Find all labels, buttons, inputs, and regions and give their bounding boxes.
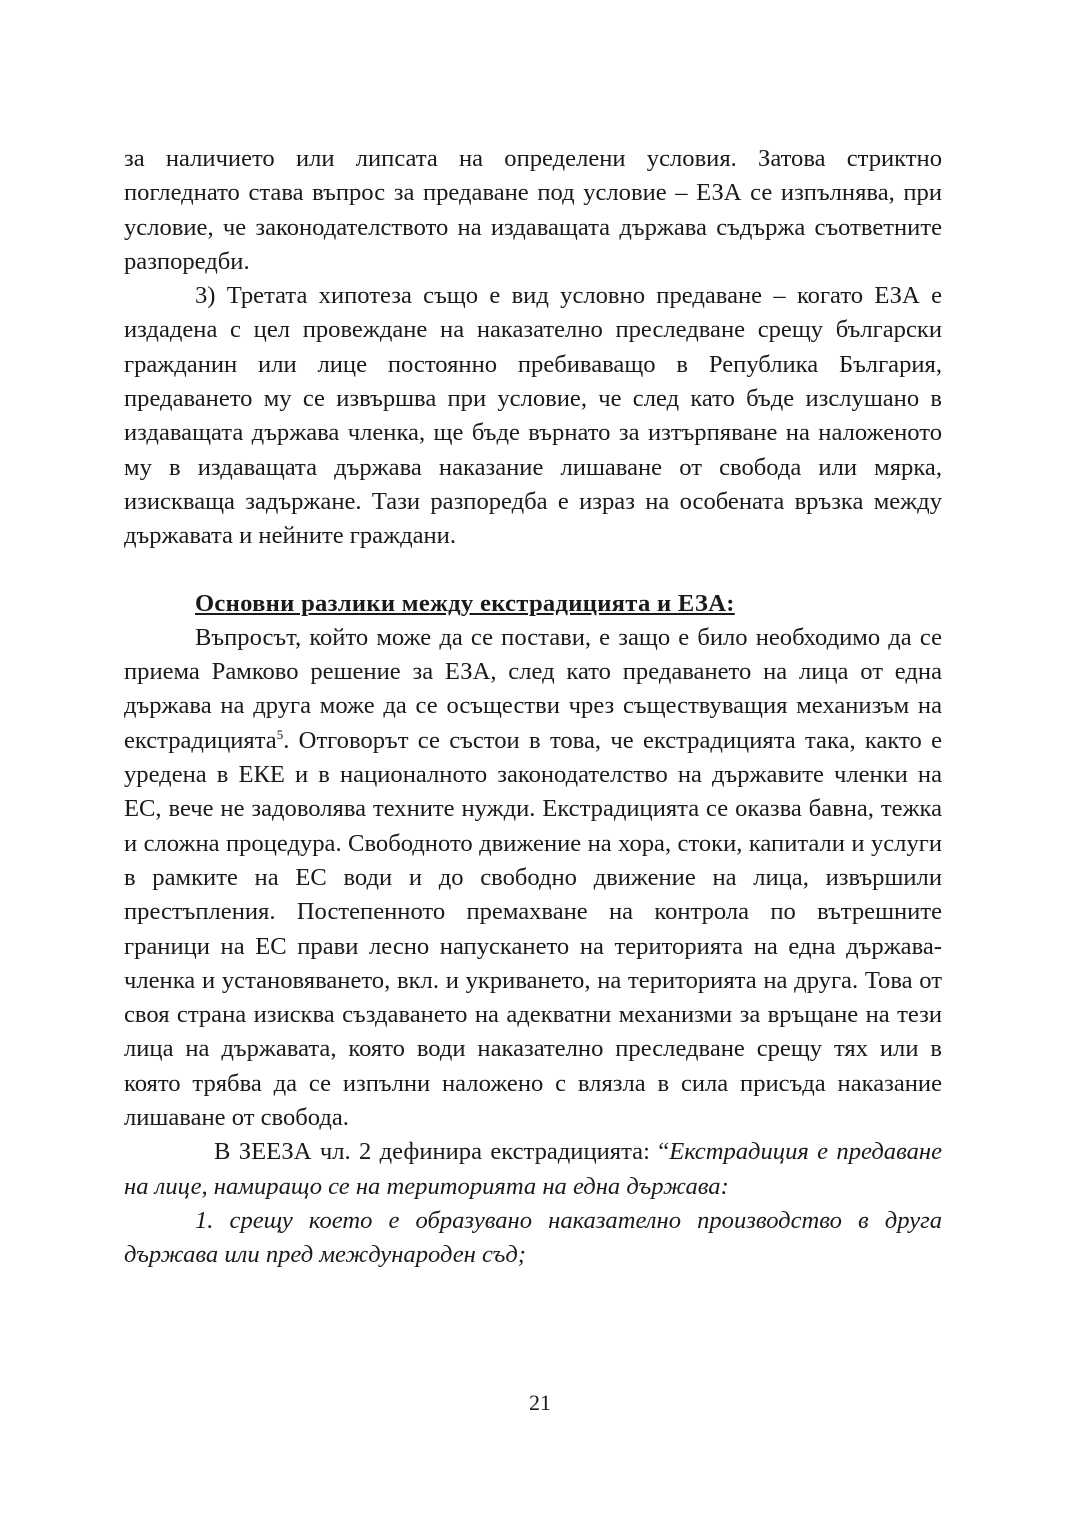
footnote-ref: 5 bbox=[276, 726, 284, 742]
paragraph-third-hypothesis: 3) Третата хипотеза също е вид условно предаване – когато ЕЗА е издадена с цел провеждане на наказателно преследване срещу български гражданин или лице постоянно пребиваващо в Република България, предаването му се извършва при условие, че след като бъде изслушано в издаващата държава членка, ще бъде върнато за изтърпяване на наложеното му в издаващата държава наказание лишаване от свобода или мярка, изискваща задържане. Тази разпоредба е израз на особената връзка между държавата и нейните граждани. bbox=[124, 282, 942, 550]
paragraph-continued: за наличието или липсата на определени условия. Затова стриктно погледнато става въпрос за предаване под условие – ЕЗА се изпълнява, при условие, че законодателството на издаващата държава съдържа съответните разпоредби. bbox=[124, 145, 942, 275]
section-heading: Основни разлики между екстрадицията и ЕЗА: bbox=[195, 589, 735, 617]
paragraph-question-part1: Въпросът, който може да се постави, е защо е било необходимо да се приема Рамково решение за ЕЗА, след като предаването на лица от една държава на друга може да се осъществи чрез съществуващия механизъм на екстрадицията bbox=[124, 623, 942, 754]
definition-quote: Екстрадиция е предаване на лице, намиращо се на територията на една държава: bbox=[124, 1138, 942, 1200]
body-text bbox=[124, 142, 942, 1273]
paragraph-definition bbox=[124, 1135, 942, 1204]
paragraph-question-part2: . Отговорът се състои в това, че екстрадицията така, както е уредена в ЕКЕ и в националното законодателство на държавите членки на ЕС, вече не задоволява техните нужди. Екстрадицията се оказва бавна, тежка и сложна процедура. Свободното движение на хора, стоки, капитали и услуги в рамките на ЕС води и до свободно движение на лица, извършили престъпления. Постепенното премахване на контрола по вътрешните граници на ЕС прави лесно напускането на територията на една държава-членка и установяването, вкл. и укриването, на територията на друга. Това от своя страна изисква създаването на адекватни механизми за връщане на тези лица на държавата, която води наказателно преследване срещу тях или в която трябва да се изпълни наложено с влязла в сила присъда наказание лишаване от свобода. bbox=[124, 726, 942, 1132]
definition-lead: В ЗЕЕЗА чл. 2 дефинира екстрадицията: “ bbox=[214, 1138, 670, 1166]
page-number: 21 bbox=[529, 1390, 551, 1415]
definition-item-1: 1. срещу което е образувано наказателно производство в друга държава или пред международен съд; bbox=[124, 1206, 942, 1269]
section-spacer bbox=[124, 554, 942, 587]
paragraph-question bbox=[124, 621, 942, 1135]
